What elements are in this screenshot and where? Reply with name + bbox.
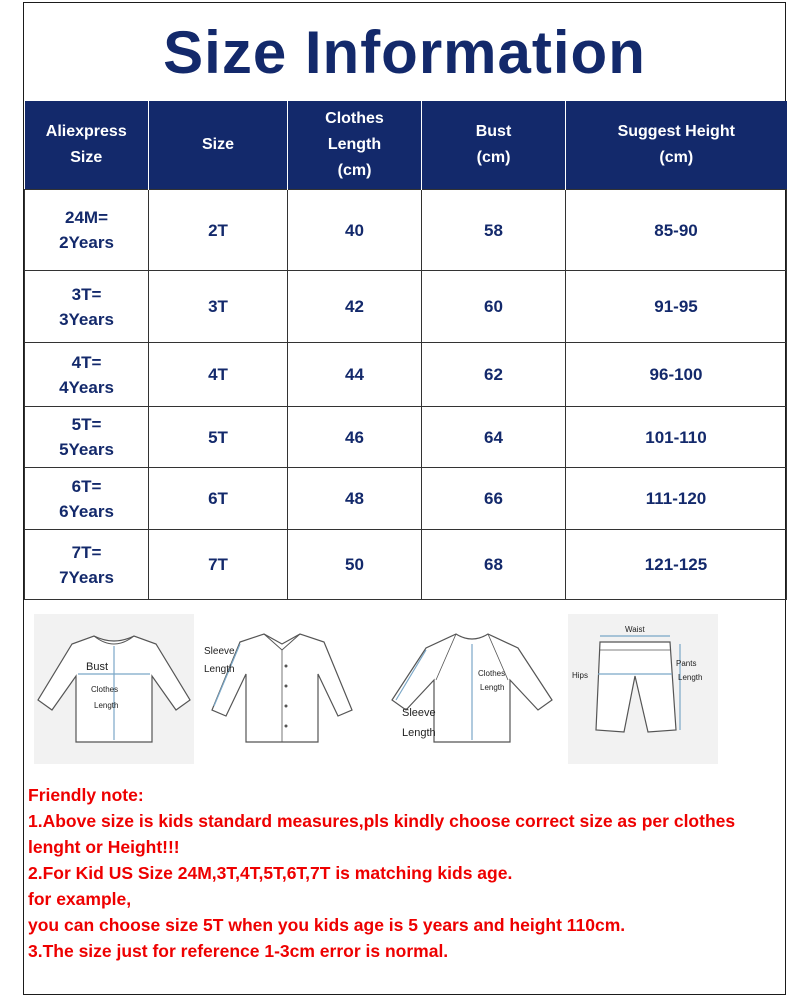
cell-aliexpress-size: 7T= 7Years [25, 530, 149, 600]
cell-aliexpress-size: 5T= 5Years [25, 407, 149, 468]
table-row [25, 343, 787, 407]
waist-label: Waist [625, 625, 645, 634]
cell-size: 6T [149, 468, 288, 530]
raglan-illustration [386, 614, 556, 764]
cell-aliexpress-size: 4T= 4Years [25, 343, 149, 407]
note-line: 2.For Kid US Size 24M,3T,4T,5T,6T,7T is matching kids age. [28, 863, 513, 883]
length-label: Length [94, 701, 119, 710]
note-line: 3.The size just for reference 1-3cm error is normal. [28, 941, 449, 961]
cell-size: 4T [149, 343, 288, 407]
cell-bust: 58 [422, 190, 566, 271]
size-table [24, 101, 787, 600]
cell-clothes-length: 44 [288, 343, 422, 407]
pants-illustration [568, 614, 718, 764]
cell-clothes-length: 50 [288, 530, 422, 600]
header-bust: Bust (cm) [422, 101, 566, 190]
cell-suggest-height: 121-125 [566, 530, 787, 600]
table-header-row [25, 101, 787, 190]
header-aliexpress-size: Aliexpress Size [25, 101, 149, 190]
tshirt-diagram [34, 614, 194, 764]
hips-label: Hips [572, 671, 589, 680]
table-row [25, 530, 787, 600]
sleeve-length-label: Length [204, 664, 235, 675]
cell-suggest-height: 85-90 [566, 190, 787, 271]
raglan-length-label: Length [480, 683, 505, 692]
tshirt-illustration [34, 614, 194, 764]
table-row [25, 468, 787, 530]
cell-clothes-length: 40 [288, 190, 422, 271]
raglan-diagram [386, 614, 556, 764]
page-title: Size Information [163, 19, 646, 86]
raglan-sleeve-label: Sleeve [402, 707, 436, 719]
note-heading: Friendly note: [28, 785, 144, 805]
note-line: 1.Above size is kids standard measures,pls kindly choose correct size as per clothes lenght or Height!!! [28, 811, 736, 857]
cell-size: 3T [149, 271, 288, 343]
sleeve-label: Sleeve [204, 646, 235, 657]
note-line: you can choose size 5T when you kids age is 5 years and height 110cm. [28, 915, 626, 935]
cell-suggest-height: 101-110 [566, 407, 787, 468]
raglan-clothes-label: Clothes [478, 669, 506, 678]
pants-label: Pants [676, 659, 697, 668]
header-clothes-length: Clothes Length (cm) [288, 101, 422, 190]
cell-bust: 68 [422, 530, 566, 600]
clothes-label: Clothes [91, 685, 119, 694]
cell-clothes-length: 46 [288, 407, 422, 468]
friendly-note [28, 782, 780, 964]
cell-bust: 60 [422, 271, 566, 343]
cell-suggest-height: 96-100 [566, 343, 787, 407]
cell-bust: 66 [422, 468, 566, 530]
header-suggest-height: Suggest Height (cm) [566, 101, 787, 190]
bust-label: Bust [86, 661, 109, 673]
header-size: Size [149, 101, 288, 190]
table-row [25, 190, 787, 271]
pants-length-label: Length [678, 673, 703, 682]
table-row [25, 271, 787, 343]
note-line: for example, [28, 889, 132, 909]
cell-aliexpress-size: 6T= 6Years [25, 468, 149, 530]
cell-size: 5T [149, 407, 288, 468]
cell-suggest-height: 91-95 [566, 271, 787, 343]
cell-suggest-height: 111-120 [566, 468, 787, 530]
cell-clothes-length: 48 [288, 468, 422, 530]
cell-aliexpress-size: 24M= 2Years [25, 190, 149, 271]
pants-diagram [568, 614, 718, 764]
cell-bust: 64 [422, 407, 566, 468]
cell-size: 2T [149, 190, 288, 271]
shirt-illustration [202, 614, 362, 764]
cell-aliexpress-size: 3T= 3Years [25, 271, 149, 343]
raglan-sleeve-length-label: Length [402, 727, 436, 739]
cell-size: 7T [149, 530, 288, 600]
table-row [25, 407, 787, 468]
shirt-diagram [202, 614, 362, 764]
cell-clothes-length: 42 [288, 271, 422, 343]
measurement-diagrams [24, 600, 786, 780]
cell-bust: 62 [422, 343, 566, 407]
